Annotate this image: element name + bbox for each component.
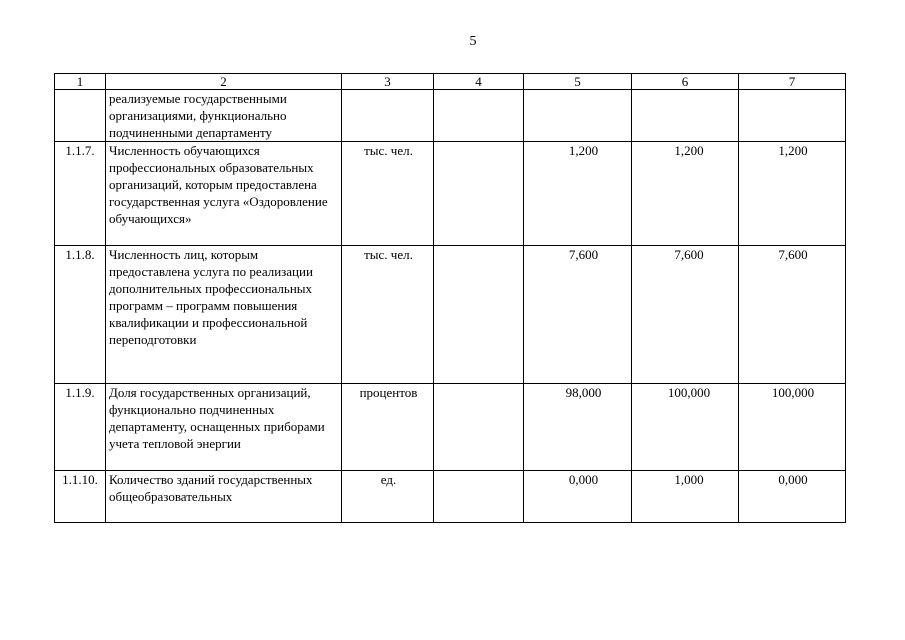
row-number: 1.1.10. (55, 471, 106, 523)
value-col6-cell (632, 90, 739, 142)
value-col4 (434, 384, 524, 471)
table-row (55, 246, 846, 384)
value-col5-cell (524, 471, 632, 523)
column-header-3: 3 (342, 74, 434, 90)
column-header-2: 2 (106, 74, 342, 90)
row-number: 1.1.9. (55, 384, 106, 471)
indicator-name: Количество зданий государственных общеобразовательных (106, 471, 342, 523)
value-col6: 100,000 (667, 385, 711, 400)
value-col7-cell (739, 384, 846, 471)
table-row (55, 142, 846, 246)
unit-cell (342, 246, 434, 384)
value-col7: 0,000 (778, 472, 808, 487)
column-header-1: 1 (55, 74, 106, 90)
value-col5-cell (524, 384, 632, 471)
value-col6-cell (632, 471, 739, 523)
value-col4 (434, 246, 524, 384)
indicator-name: реализуемые государственными организациями, функционально подчиненными департаменту (106, 90, 342, 142)
value-col6: 1,000 (674, 472, 704, 487)
indicator-name: Доля государственных организаций, функционально подчиненных департаменту, оснащенных приборами учета тепловой энергии (106, 384, 342, 471)
unit-value: тыс. чел. (364, 247, 413, 262)
value-col6-cell (632, 142, 739, 246)
header-row (55, 74, 846, 90)
value-col4 (434, 471, 524, 523)
indicator-name: Численность лиц, которым предоставлена услуга по реализации дополнительных профессиональных программ – программ повышения квалификации и профессиональной переподготовки (106, 246, 342, 384)
value-col7-cell (739, 142, 846, 246)
indicators-table (54, 73, 846, 523)
unit-cell (342, 471, 434, 523)
value-col5: 0,000 (568, 472, 599, 487)
table-row (55, 471, 846, 523)
unit-value: ед. (380, 472, 397, 487)
value-col6-cell (632, 246, 739, 384)
value-col5: 98,000 (565, 385, 602, 400)
value-col7: 100,000 (771, 385, 815, 400)
value-col7-cell (739, 246, 846, 384)
value-col7-cell (739, 90, 846, 142)
unit-cell (342, 142, 434, 246)
value-col5-cell (524, 246, 632, 384)
value-col5: 7,600 (568, 247, 599, 262)
table-row (55, 90, 846, 142)
unit-cell (342, 90, 434, 142)
value-col6: 1,200 (674, 143, 704, 158)
column-header-6: 6 (632, 74, 739, 90)
row-number: 1.1.7. (55, 142, 106, 246)
value-col5-cell (524, 90, 632, 142)
value-col4 (434, 90, 524, 142)
value-col6-cell (632, 384, 739, 471)
column-header-7: 7 (739, 74, 846, 90)
table-row (55, 384, 846, 471)
page-number: 5 (469, 34, 477, 49)
row-number: 1.1.8. (55, 246, 106, 384)
value-col7: 7,600 (778, 247, 808, 262)
column-header-5: 5 (524, 74, 632, 90)
row-number (55, 90, 106, 142)
value-col7: 1,200 (778, 143, 808, 158)
value-col5-cell (524, 142, 632, 246)
value-col6: 7,600 (674, 247, 704, 262)
unit-cell (342, 384, 434, 471)
column-header-4: 4 (434, 74, 524, 90)
unit-value: процентов (359, 385, 418, 400)
value-col4 (434, 142, 524, 246)
value-col7-cell (739, 471, 846, 523)
indicator-name: Численность обучающихся профессиональных образовательных организаций, которым предоставлена государственная услуга «Оздоровление обучающихся» (106, 142, 342, 246)
value-col5: 1,200 (568, 143, 599, 158)
unit-value: тыс. чел. (364, 143, 413, 158)
